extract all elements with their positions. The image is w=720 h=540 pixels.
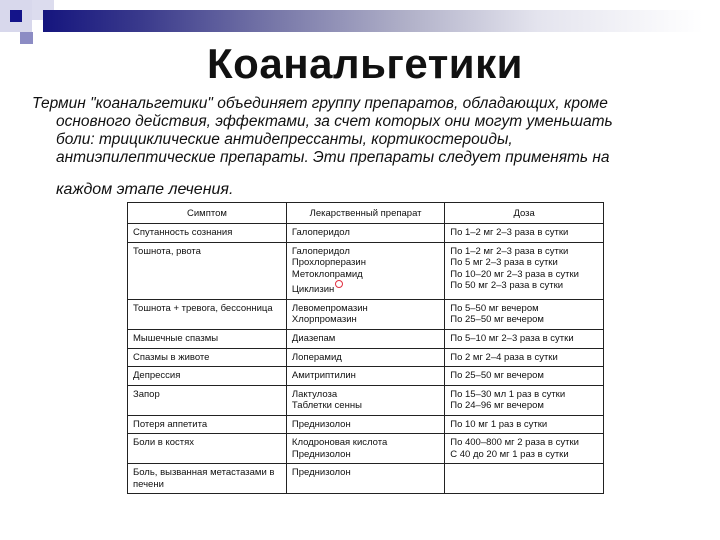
cell-text: Хлорпромазин bbox=[291, 314, 357, 325]
symptom-cell bbox=[128, 348, 287, 367]
header-symptom: Симптом bbox=[128, 203, 287, 224]
dose-cell bbox=[445, 329, 604, 348]
cell-text: Тошнота + тревога, бессонница bbox=[133, 302, 273, 314]
header-drug: Лекарственный препарат bbox=[286, 203, 444, 224]
table-row bbox=[128, 348, 604, 367]
table-row bbox=[128, 242, 604, 299]
cell-text: По 50 мг 2–3 раза в сутки bbox=[450, 280, 564, 291]
annotation-marker-icon bbox=[335, 280, 343, 288]
intro-line: боли: трициклические антидепрессанты, кортикостероиды, bbox=[56, 131, 513, 148]
cell-text: Лоперамид bbox=[291, 351, 342, 363]
cell-text: По 25–50 мг вечером bbox=[450, 370, 544, 381]
cell-text: Преднизолон bbox=[291, 448, 351, 460]
drug-cell bbox=[286, 329, 444, 348]
drug-cell bbox=[286, 385, 444, 415]
cell-text: Запор bbox=[133, 388, 160, 400]
header-gradient-bar bbox=[43, 10, 703, 32]
cell-text: Диазепам bbox=[291, 332, 336, 344]
drug-cell bbox=[286, 434, 444, 464]
cell-text: Спазмы в животе bbox=[133, 351, 210, 363]
cell-text: Клодроновая кислота bbox=[291, 437, 388, 448]
slide-title: Коанальгетики bbox=[207, 40, 523, 87]
cell-text: Таблетки сенны bbox=[291, 400, 362, 411]
header-dose: Доза bbox=[445, 203, 604, 224]
drug-cell bbox=[286, 464, 444, 494]
cell-text: По 400–800 мг 2 раза в сутки bbox=[450, 437, 579, 448]
drug-cell bbox=[286, 415, 444, 434]
cell-text: По 5–10 мг 2–3 раза в сутки bbox=[450, 332, 574, 344]
cell-text: Галоперидол bbox=[291, 226, 350, 238]
cell-text: Лактулоза bbox=[291, 388, 338, 400]
cell-text: По 5 мг 2–3 раза в сутки bbox=[450, 257, 558, 268]
table-row bbox=[128, 415, 604, 434]
coanalgesics-table bbox=[127, 202, 604, 494]
drug-cell bbox=[286, 348, 444, 367]
decorative-square-dark bbox=[10, 10, 22, 22]
drug-cell bbox=[286, 223, 444, 242]
intro-paragraph bbox=[32, 95, 702, 199]
dose-cell bbox=[445, 367, 604, 386]
cell-text: Боль, вызванная метастазами в bbox=[133, 467, 275, 478]
table-row bbox=[128, 367, 604, 386]
cell-text: Тошнота, рвота bbox=[133, 245, 201, 257]
cell-text: Боли в костях bbox=[133, 437, 195, 448]
drug-cell bbox=[286, 299, 444, 329]
dose-cell bbox=[445, 348, 604, 367]
symptom-cell bbox=[128, 367, 287, 386]
cell-text: Амитриптилин bbox=[291, 370, 356, 381]
cell-text: Спутанность сознания bbox=[133, 226, 233, 238]
symptom-cell bbox=[128, 299, 287, 329]
dose-cell bbox=[445, 464, 604, 494]
cell-text: По 10–20 мг 2–3 раза в сутки bbox=[450, 268, 579, 280]
cell-text: Левомепромазин bbox=[291, 302, 368, 314]
cell-text: Потеря аппетита bbox=[133, 418, 208, 430]
cell-text: Галоперидол bbox=[291, 245, 350, 257]
symptom-cell bbox=[128, 223, 287, 242]
cell-text: печени bbox=[133, 478, 164, 490]
cell-text: Циклизин bbox=[291, 284, 335, 295]
cell-text: Мышечные спазмы bbox=[133, 332, 219, 344]
table-row bbox=[128, 223, 604, 242]
dose-cell bbox=[445, 415, 604, 434]
dose-cell bbox=[445, 434, 604, 464]
cell-text: По 25–50 мг вечером bbox=[450, 314, 544, 325]
symptom-cell bbox=[128, 415, 287, 434]
intro-line: каждом этапе лечения. bbox=[56, 181, 234, 198]
dose-cell bbox=[445, 385, 604, 415]
cell-text: По 15–30 мл 1 раз в сутки bbox=[450, 388, 566, 400]
dose-cell bbox=[445, 223, 604, 242]
table-header-row bbox=[128, 203, 604, 224]
cell-text: По 2 мг 2–4 раза в сутки bbox=[450, 351, 558, 363]
symptom-cell bbox=[128, 385, 287, 415]
cell-text: Преднизолон bbox=[291, 467, 351, 478]
cell-text: Преднизолон bbox=[291, 418, 351, 430]
drug-cell bbox=[286, 367, 444, 386]
cell-text: Депрессия bbox=[133, 370, 181, 381]
cell-text: С 40 до 20 мг 1 раз в сутки bbox=[450, 448, 569, 460]
cell-text: Прохлорперазин bbox=[291, 257, 366, 268]
table-row bbox=[128, 329, 604, 348]
cell-text: По 1–2 мг 2–3 раза в сутки bbox=[450, 245, 569, 257]
cell-line bbox=[292, 280, 440, 296]
table-row bbox=[128, 385, 604, 415]
cell-text: Метоклопрамид bbox=[291, 268, 363, 280]
table-row bbox=[128, 299, 604, 329]
dose-cell bbox=[445, 299, 604, 329]
table-row bbox=[128, 464, 604, 494]
cell-text: По 10 мг 1 раз в сутки bbox=[450, 418, 548, 430]
intro-line: антиэпилептические препараты. Эти препараты следует применять на bbox=[56, 149, 610, 166]
cell-text: По 1–2 мг 2–3 раза в сутки bbox=[450, 226, 569, 238]
symptom-cell bbox=[128, 242, 287, 299]
cell-text: По 5–50 мг вечером bbox=[450, 302, 539, 314]
intro-line: Термин "коанальгетики" объединяет группу препаратов, обладающих, кроме bbox=[32, 95, 608, 112]
table-row bbox=[128, 434, 604, 464]
symptom-cell bbox=[128, 434, 287, 464]
symptom-cell bbox=[128, 329, 287, 348]
dose-cell bbox=[445, 242, 604, 299]
symptom-cell bbox=[128, 464, 287, 494]
intro-line: основного действия, эффектами, за счет которых они могут уменьшать bbox=[56, 113, 613, 130]
drug-cell bbox=[286, 242, 444, 299]
cell-text: По 24–96 мг вечером bbox=[450, 400, 544, 411]
